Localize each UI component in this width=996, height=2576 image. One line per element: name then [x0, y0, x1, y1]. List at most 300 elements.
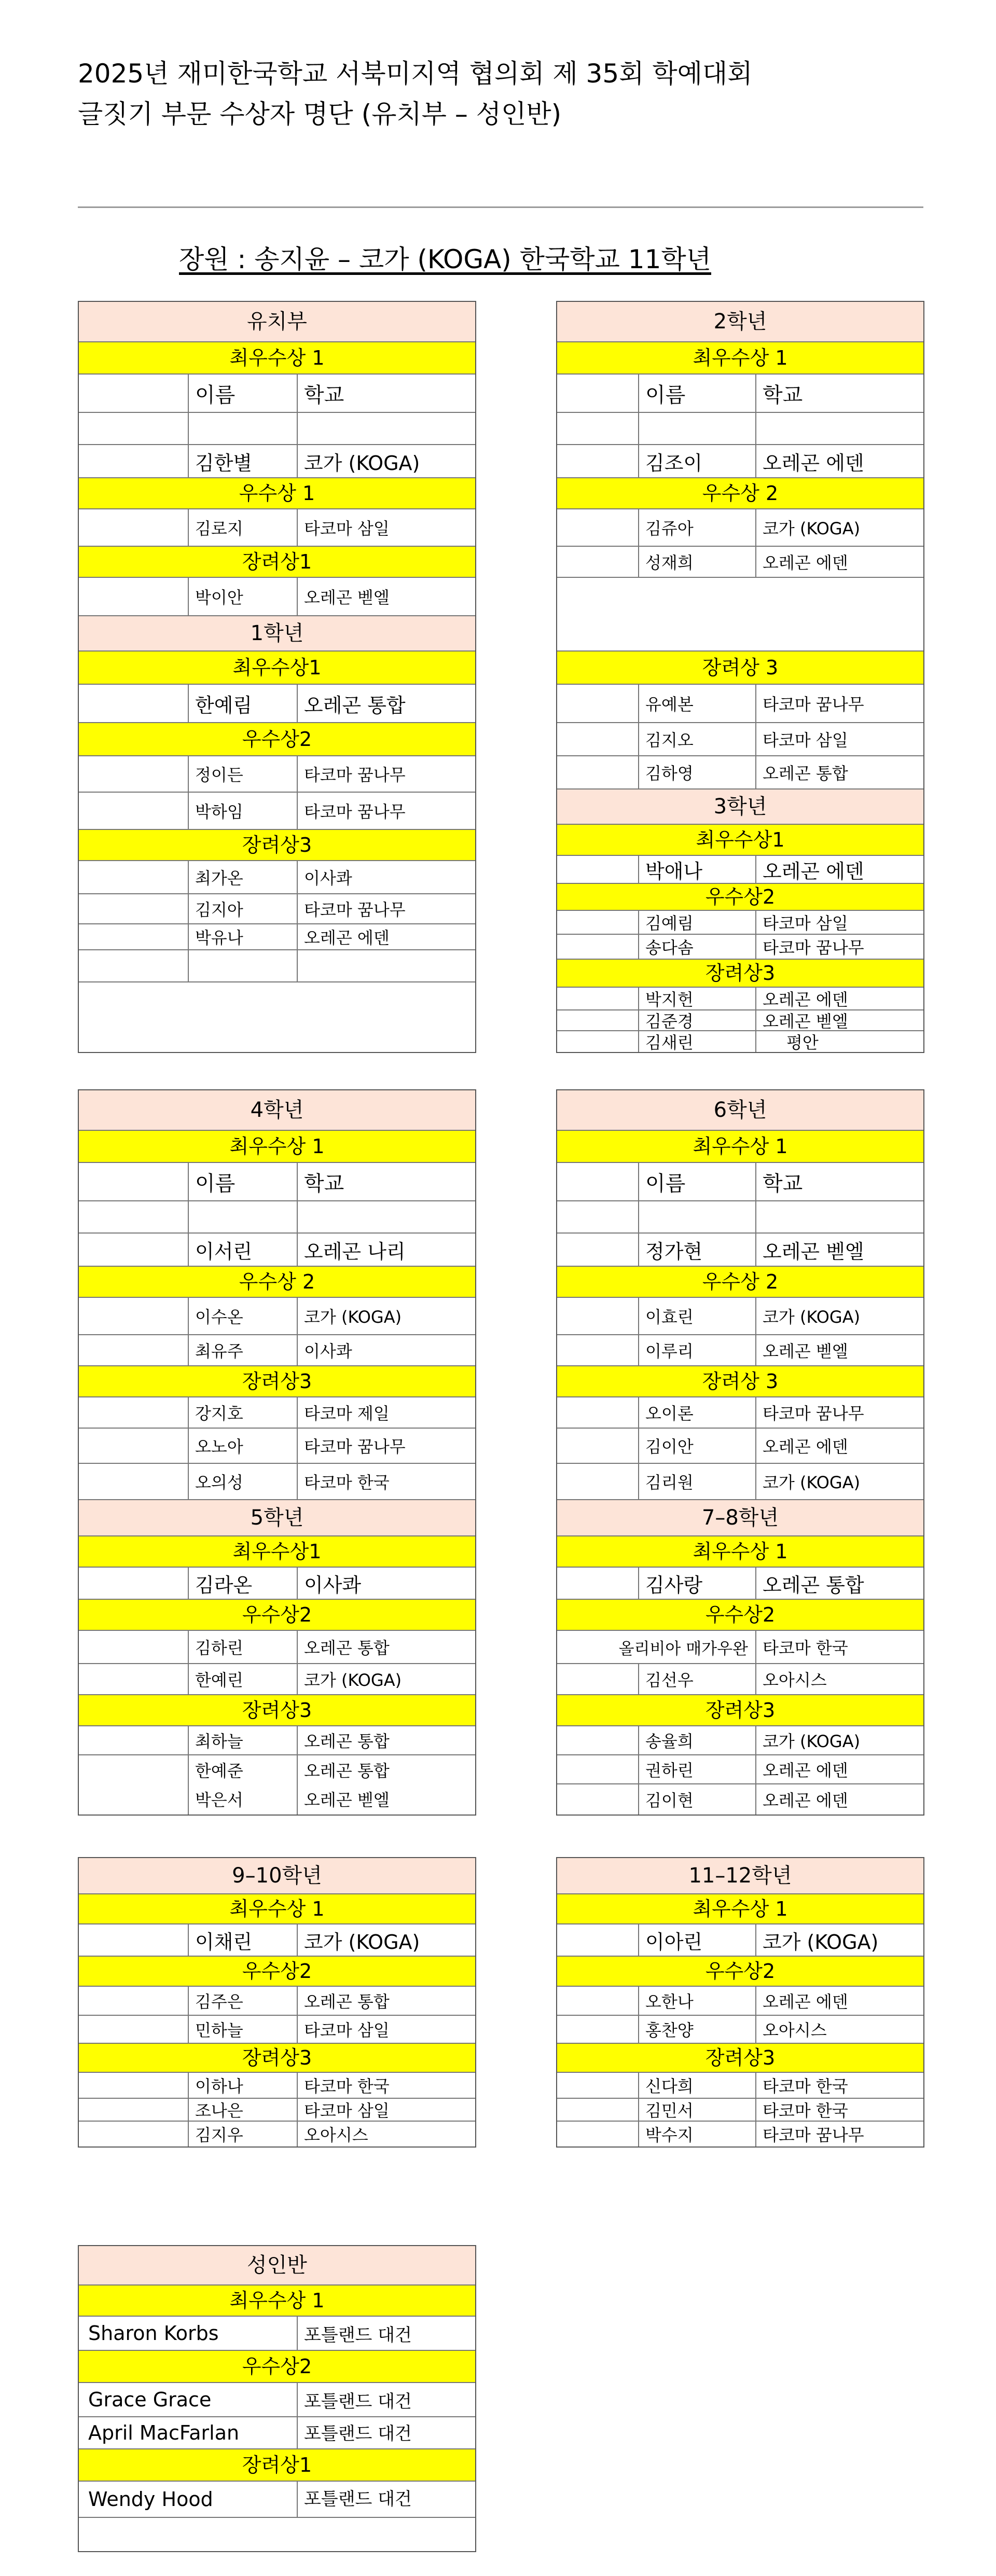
school-name: 학교	[763, 1171, 803, 1196]
header-label: 최우수상 1	[693, 1135, 788, 1158]
award-header-second	[79, 1267, 475, 1298]
school-name: 오아시스	[763, 1670, 827, 1690]
school-name: 오레곤 통합	[304, 1992, 390, 2012]
table-row	[79, 793, 475, 830]
school-name: 오레곤 에덴	[763, 990, 848, 1009]
grand-prize-line: 장원 : 송지윤 – 코가 (KOGA) 한국학교 11학년	[179, 244, 711, 274]
school-name: 타코마 삼일	[763, 730, 848, 750]
table-row	[79, 1664, 475, 1695]
school-name: 오레곤 통합	[304, 1732, 390, 1751]
student-name: 이하나	[195, 2076, 243, 2096]
student-name: 이름	[195, 1171, 236, 1196]
student-name: 이름	[645, 383, 686, 407]
school-name: 타코마 꿈나무	[304, 900, 406, 920]
student-name: 한예린	[195, 1670, 243, 1690]
school-name: 코가 (KOGA)	[763, 519, 861, 538]
student-name: 이채린	[195, 1930, 253, 1954]
student-name: 김이안	[645, 1437, 694, 1457]
table-row	[557, 856, 923, 884]
school-name: 코가 (KOGA)	[763, 1473, 861, 1492]
student-name: 김이현	[645, 1791, 694, 1810]
spacer-row	[557, 413, 923, 445]
student-name: 홍찬양	[645, 2020, 694, 2040]
award-header-third	[79, 2449, 475, 2482]
table-row	[557, 1464, 923, 1500]
school-name: 코가 (KOGA)	[304, 1307, 402, 1327]
school-name: 타코마 삼일	[763, 913, 848, 933]
table-row	[79, 2317, 475, 2351]
school-name: 오레곤 통합	[763, 764, 848, 783]
award-header-second	[79, 1600, 475, 1631]
school-name: 타코마 제일	[304, 1404, 390, 1423]
table-row	[557, 1755, 923, 1784]
student-name: 김라온	[195, 1573, 253, 1597]
award-header-first	[79, 1894, 475, 1924]
table-row	[79, 578, 475, 616]
table-row	[79, 2099, 475, 2122]
header-label: 최우수상1	[232, 1540, 322, 1563]
student-name: 송다솜	[645, 938, 694, 958]
school-name: 포틀랜드 대건	[304, 2489, 412, 2510]
spacer-row	[557, 1201, 923, 1234]
award-header-first	[557, 1894, 923, 1924]
school-name: 이사콰	[304, 868, 352, 888]
table-row	[557, 756, 923, 790]
column-header-row	[557, 1163, 923, 1201]
school-name: 오레곤 벧엘	[763, 1240, 864, 1263]
table-row	[557, 1664, 923, 1695]
header-label: 최우수상 1	[693, 347, 788, 369]
student-name: 오노아	[195, 1437, 243, 1457]
award-header-third	[557, 2044, 923, 2073]
header-label: 최우수상 1	[693, 1540, 788, 1563]
student-name: Grace Grace	[88, 2388, 212, 2411]
school-name: 오레곤 나리	[304, 1240, 406, 1263]
table-row	[557, 1031, 923, 1052]
school-name: 타코마 삼일	[304, 2101, 390, 2121]
header-label: 우수상 2	[702, 482, 779, 505]
school-name: 코가 (KOGA)	[304, 451, 420, 475]
school-name: 오레곤 벧엘	[763, 1341, 848, 1361]
page-title-line-2: 글짓기 부문 수상자 명단 (유치부 – 성인반)	[78, 99, 562, 129]
student-name: 이수온	[195, 1307, 243, 1327]
table-row	[79, 2016, 475, 2044]
student-name: 한예림	[195, 694, 253, 717]
student-name: 박지헌	[645, 990, 694, 1009]
column-divider	[297, 375, 298, 412]
header-label: 장려상 3	[702, 1370, 779, 1393]
header-label: 우수상2	[242, 1960, 312, 1983]
adult-table	[78, 2245, 476, 2552]
header-label: 성인반	[247, 2253, 307, 2277]
header-label: 5학년	[250, 1506, 304, 1530]
table-row	[79, 509, 475, 547]
award-header-second	[79, 1957, 475, 1987]
table-row	[557, 1631, 923, 1664]
student-name: 김지우	[195, 2125, 243, 2145]
table-row	[79, 2417, 475, 2449]
table-row	[79, 1568, 475, 1600]
student-name: 김하영	[645, 764, 694, 783]
header-label: 6학년	[713, 1098, 767, 1122]
table-row	[79, 2482, 475, 2518]
award-header-first	[79, 1131, 475, 1163]
school-name: 평안	[786, 1033, 819, 1052]
school-name: 타코마 한국	[763, 2076, 848, 2096]
table-row	[557, 1987, 923, 2016]
student-name: 오한나	[645, 1992, 694, 2012]
header-label: 우수상 2	[239, 1270, 315, 1293]
school-name: 오레곤 통합	[304, 1638, 390, 1658]
header-label: 최우수상 1	[229, 2289, 325, 2312]
header-label: 4학년	[250, 1098, 304, 1122]
header-label: 1학년	[250, 621, 304, 645]
student-name: 유예본	[645, 695, 694, 714]
school-name: 포틀랜드 대건	[304, 2324, 412, 2346]
student-name: 김예림	[645, 913, 694, 933]
section-header-adult	[79, 2246, 475, 2286]
header-label: 장려상3	[242, 1370, 312, 1393]
student-name: 한예준	[195, 1761, 243, 1781]
school-name: 포틀랜드 대건	[304, 2423, 412, 2444]
student-name: 이아린	[645, 1930, 703, 1954]
grade1112-table	[556, 1857, 924, 2148]
spacer-row	[79, 950, 475, 982]
section-header-grade910	[79, 1858, 475, 1894]
section-header-grade4	[79, 1090, 475, 1131]
student-name: 조나은	[195, 2101, 243, 2121]
header-label: 장려상3	[705, 1699, 776, 1722]
table-row	[79, 1335, 475, 1366]
award-header-third	[79, 830, 475, 861]
student-name: 박이안	[195, 588, 243, 607]
table-row	[557, 1010, 923, 1031]
student-name: Wendy Hood	[88, 2488, 213, 2511]
school-name: 코가 (KOGA)	[763, 1732, 861, 1751]
student-name: 이루리	[645, 1341, 694, 1361]
column-divider	[755, 1201, 756, 1232]
student-name: 정가현	[645, 1240, 703, 1263]
award-header-third	[557, 960, 923, 988]
table-row	[79, 1464, 475, 1500]
student-name: 송율희	[645, 1732, 694, 1751]
school-name: 코가 (KOGA)	[304, 1930, 420, 1954]
table-row	[557, 935, 923, 960]
header-label: 2학년	[713, 310, 767, 334]
table-row	[79, 1397, 475, 1429]
school-name: 코가 (KOGA)	[763, 1307, 861, 1327]
school-name: 타코마 한국	[763, 2101, 848, 2121]
student-name: 김리원	[645, 1473, 694, 1492]
header-label: 장려상3	[705, 2046, 776, 2069]
award-header-third	[557, 1695, 923, 1726]
school-name: 오레곤 통합	[763, 1573, 864, 1597]
section-header-grade3	[557, 790, 923, 825]
kindergarten-grade1-table	[78, 301, 476, 1053]
section-header-grade1	[79, 616, 475, 652]
table-row	[557, 988, 923, 1010]
student-name: 김새린	[645, 1033, 694, 1052]
header-label: 유치부	[247, 310, 307, 334]
table-row	[79, 1429, 475, 1464]
student-name: 이효린	[645, 1307, 694, 1327]
school-name: 오레곤 통합	[304, 694, 406, 717]
header-label: 우수상2	[705, 885, 776, 908]
table-row	[557, 1924, 923, 1957]
table-row	[79, 1234, 475, 1267]
header-label: 7–8학년	[701, 1506, 779, 1530]
column-header-row	[79, 1163, 475, 1201]
school-name: 오아시스	[763, 2020, 827, 2040]
student-name: 신다희	[645, 2076, 694, 2096]
header-label: 최우수상 1	[229, 1898, 325, 1920]
table-row	[557, 1234, 923, 1267]
header-label: 우수상2	[242, 2355, 312, 2378]
student-name: 성재희	[645, 553, 694, 573]
header-label: 우수상 2	[702, 1270, 779, 1293]
column-divider	[297, 1201, 298, 1232]
section-header-grade2	[557, 302, 923, 342]
school-name: 타코마 삼일	[304, 519, 390, 538]
column-school: 학교	[304, 383, 344, 407]
student-name: 오이론	[645, 1404, 694, 1423]
student-name: 박수지	[645, 2125, 694, 2145]
school-name: 오레곤 에덴	[763, 1437, 848, 1457]
column-divider	[297, 950, 298, 981]
table-row	[79, 445, 475, 478]
school-name: 타코마 꿈나무	[304, 1437, 406, 1457]
student-name: 김쥬아	[645, 519, 694, 538]
header-label: 장려상 3	[702, 656, 779, 679]
grade2-grade3-table	[556, 301, 924, 1053]
table-row	[557, 723, 923, 756]
table-row	[79, 1987, 475, 2016]
header-label: 9–10학년	[232, 1864, 322, 1888]
header-label: 장려상3	[242, 834, 312, 856]
school-name: 오레곤 에덴	[763, 860, 864, 883]
school-name: 오레곤 벧엘	[763, 1012, 848, 1030]
school-name: 오아시스	[304, 2125, 368, 2145]
spacer-row	[79, 413, 475, 445]
title-divider	[78, 206, 923, 208]
school-name: 타코마 한국	[304, 1473, 390, 1492]
section-header-grade78	[557, 1500, 923, 1536]
table-row	[79, 1631, 475, 1664]
table-row	[557, 685, 923, 723]
section-header-grade6	[557, 1090, 923, 1131]
table-row	[557, 2016, 923, 2044]
student-name: 최유주	[195, 1341, 243, 1361]
award-header-first	[557, 1131, 923, 1163]
award-header-second	[557, 1600, 923, 1631]
grade5-last-row	[78, 1783, 476, 1816]
table-row	[79, 894, 475, 924]
award-header-first	[557, 825, 923, 856]
page-title-line-1: 2025년 재미한국학교 서북미지역 협의회 제 35회 학예대회	[78, 59, 753, 89]
school-name: 이사콰	[304, 1573, 362, 1597]
school-name: 오레곤 벧엘	[304, 1790, 390, 1810]
student-name: 김지오	[645, 730, 694, 750]
award-header-first	[79, 1536, 475, 1568]
student-name: 정이든	[195, 765, 243, 785]
section-header-kindergarten	[79, 302, 475, 342]
header-label: 장려상3	[242, 1699, 312, 1722]
column-divider	[638, 1201, 639, 1232]
award-header-second	[557, 884, 923, 911]
student-name: 박유나	[195, 928, 243, 948]
header-label: 최우수상1	[696, 828, 785, 851]
spacer-row	[79, 2518, 475, 2551]
table-row	[79, 1924, 475, 1957]
student-name: 박애나	[645, 860, 703, 883]
school-name: 코가 (KOGA)	[304, 1670, 402, 1690]
table-row	[557, 1568, 923, 1600]
student-name: 최가온	[195, 868, 243, 888]
table-row	[557, 1784, 923, 1815]
header-label: 장려상3	[705, 962, 776, 985]
table-row	[557, 445, 923, 478]
column-divider	[188, 1201, 189, 1232]
award-header-first	[557, 342, 923, 375]
award-header-first	[79, 342, 475, 375]
student-name: 김지아	[195, 900, 243, 920]
header-label: 최우수상 1	[229, 1135, 325, 1158]
school-name: 코가 (KOGA)	[763, 1930, 879, 1954]
student-name: 강지호	[195, 1404, 243, 1423]
table-row	[557, 547, 923, 578]
student-name: 김선우	[645, 1670, 694, 1690]
school-name: 오레곤 에덴	[304, 928, 390, 948]
school-name: 타코마 삼일	[304, 2020, 390, 2040]
award-header-third	[557, 652, 923, 685]
column-name: 이름	[195, 383, 236, 407]
header-label: 우수상2	[705, 1603, 776, 1626]
school-name: 타코마 꿈나무	[304, 765, 406, 785]
grade910-table	[78, 1857, 476, 2148]
school-name: 타코마 꿈나무	[304, 802, 406, 822]
table-row	[79, 2073, 475, 2099]
student-name: 김주은	[195, 1992, 243, 2012]
header-label: 최우수상1	[232, 656, 322, 679]
student-name: 김하린	[195, 1638, 243, 1658]
header-label: 장려상1	[242, 550, 312, 573]
school-name: 타코마 꿈나무	[763, 938, 864, 958]
table-row	[557, 1298, 923, 1335]
school-name: 학교	[763, 383, 803, 407]
table-row	[557, 911, 923, 935]
header-label: 우수상2	[242, 728, 312, 751]
award-header-second	[79, 478, 475, 509]
table-row	[557, 1726, 923, 1755]
table-row	[79, 924, 475, 950]
student-name: 민하늘	[195, 2020, 243, 2040]
school-name: 이사콰	[304, 1341, 352, 1361]
school-name: 타코마 한국	[304, 2076, 390, 2096]
student-name: 김로지	[195, 519, 243, 538]
header-label: 3학년	[713, 795, 767, 819]
award-header-third	[557, 1366, 923, 1397]
table-row	[79, 1783, 475, 1815]
student-name: 오의성	[195, 1473, 243, 1492]
award-header-second	[557, 1957, 923, 1987]
school-name: 포틀랜드 대건	[304, 2391, 412, 2412]
table-row	[79, 2122, 475, 2146]
school-name: 오레곤 에덴	[763, 1992, 848, 2012]
table-row	[79, 756, 475, 793]
award-header-second	[557, 478, 923, 509]
student-name: 올리비아 매가우완	[618, 1639, 748, 1658]
spacer-row	[79, 1201, 475, 1234]
header-label: 최우수상 1	[229, 347, 325, 369]
student-name: 최하늘	[195, 1732, 243, 1751]
award-header-second	[79, 723, 475, 756]
table-row	[79, 1755, 475, 1784]
award-header-first	[79, 652, 475, 685]
grade4-grade5-table	[78, 1089, 476, 1784]
header-label: 장려상1	[242, 2454, 312, 2476]
table-row	[79, 1298, 475, 1335]
student-name: 김민서	[645, 2101, 694, 2121]
school-name: 오레곤 벧엘	[304, 588, 390, 607]
award-header-second	[557, 1267, 923, 1298]
award-header-second	[79, 2351, 475, 2383]
column-divider	[188, 950, 189, 981]
section-header-grade5	[79, 1500, 475, 1536]
student-name: 이서린	[195, 1240, 253, 1263]
column-header-row	[557, 375, 923, 413]
table-row	[557, 2073, 923, 2099]
header-label: 최우수상 1	[693, 1898, 788, 1920]
table-row	[557, 1335, 923, 1366]
column-header-row	[79, 375, 475, 413]
table-row	[79, 861, 475, 894]
student-name: 김조이	[645, 451, 703, 475]
table-row	[79, 1726, 475, 1755]
spacer-row	[557, 578, 923, 652]
column-divider	[755, 413, 756, 444]
school-name: 타코마 꿈나무	[763, 2125, 864, 2145]
school-name: 오레곤 에덴	[763, 553, 848, 573]
student-name: April MacFarlan	[88, 2421, 240, 2444]
school-name: 타코마 꿈나무	[763, 695, 864, 714]
student-name: 이름	[645, 1171, 686, 1196]
column-divider	[188, 413, 189, 444]
table-row	[557, 2099, 923, 2122]
award-header-first	[79, 2286, 475, 2317]
award-header-third	[79, 1695, 475, 1726]
award-header-third	[79, 1366, 475, 1397]
student-name: 박하임	[195, 802, 243, 822]
header-label: 장려상3	[242, 2046, 312, 2069]
school-name: 타코마 꿈나무	[763, 1404, 864, 1423]
school-name: 타코마 한국	[763, 1638, 848, 1658]
student-name: 김한별	[195, 451, 253, 475]
table-row	[557, 2122, 923, 2146]
school-name: 학교	[304, 1171, 344, 1196]
header-label: 우수상 1	[239, 482, 315, 505]
table-row	[79, 685, 475, 723]
school-name: 오레곤 에덴	[763, 1761, 848, 1780]
school-name: 오레곤 에덴	[763, 1791, 848, 1810]
header-label: 우수상2	[705, 1960, 776, 1983]
award-header-first	[557, 1536, 923, 1568]
school-name: 오레곤 에덴	[763, 451, 864, 475]
column-divider	[297, 413, 298, 444]
table-row	[79, 2383, 475, 2417]
section-header-grade1112	[557, 1858, 923, 1894]
table-row	[557, 1429, 923, 1464]
student-name: 권하린	[645, 1761, 694, 1780]
